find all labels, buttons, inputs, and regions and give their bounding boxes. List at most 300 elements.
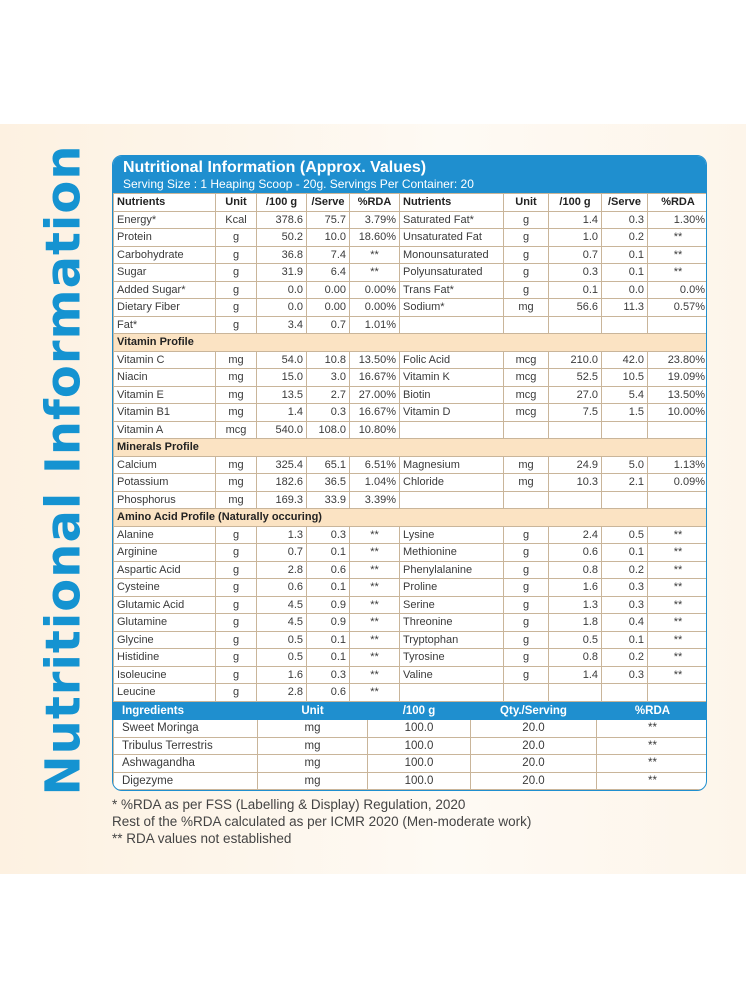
table-cell: 0.2 (602, 649, 648, 667)
table-cell: 0.3 (307, 404, 350, 422)
table-cell: 16.67% (350, 369, 400, 387)
table-cell: ** (648, 229, 708, 247)
table-header-row (114, 194, 708, 212)
column-header: /100 g (257, 194, 307, 212)
table-cell (602, 421, 648, 439)
table-cell: g (216, 684, 257, 702)
ingredient-cell: ** (597, 737, 708, 755)
table-row (114, 351, 708, 369)
table-cell: 56.6 (549, 299, 602, 317)
table-cell: 10.5 (602, 369, 648, 387)
card-subtitle: Serving Size : 1 Heaping Scoop - 20g. Servings Per Container: 20 (123, 177, 474, 191)
table-cell: 10.8 (307, 351, 350, 369)
ingredient-cell: ** (597, 755, 708, 773)
side-title-text: Nutritional Information (36, 144, 92, 796)
table-cell: g (504, 596, 549, 614)
table-cell: 0.7 (257, 544, 307, 562)
table-cell: 0.3 (602, 596, 648, 614)
table-cell: 52.5 (549, 369, 602, 387)
table-cell: g (216, 281, 257, 299)
table-cell: 0.00% (350, 281, 400, 299)
table-cell: 210.0 (549, 351, 602, 369)
table-cell (648, 316, 708, 334)
table-row (114, 649, 708, 667)
table-cell: 0.3 (602, 211, 648, 229)
table-cell: Sugar (114, 264, 216, 282)
table-cell: g (216, 631, 257, 649)
column-header: Unit (216, 194, 257, 212)
table-cell: 540.0 (257, 421, 307, 439)
table-cell: 0.5 (257, 631, 307, 649)
table-cell: 1.0 (549, 229, 602, 247)
column-header: %RDA (350, 194, 400, 212)
table-cell (602, 491, 648, 509)
table-cell: Potassium (114, 474, 216, 492)
table-cell (400, 421, 504, 439)
table-cell: 0.2 (602, 229, 648, 247)
table-cell: 378.6 (257, 211, 307, 229)
ingredient-cell: 20.0 (471, 755, 597, 773)
table-cell: Tryptophan (400, 631, 504, 649)
table-cell: Isoleucine (114, 666, 216, 684)
table-cell: Vitamin A (114, 421, 216, 439)
table-cell: mcg (504, 369, 549, 387)
column-header: /Serve (602, 194, 648, 212)
table-row (114, 316, 708, 334)
table-cell: Vitamin D (400, 404, 504, 422)
ingredient-row (114, 720, 708, 738)
table-cell: 1.6 (549, 579, 602, 597)
footnote-1: * %RDA as per FSS (Labelling & Display) Regulation, 2020 (112, 797, 466, 812)
table-cell: 31.9 (257, 264, 307, 282)
table-cell: mg (504, 456, 549, 474)
table-cell: Folic Acid (400, 351, 504, 369)
table-cell: 0.9 (307, 596, 350, 614)
table-cell: Methionine (400, 544, 504, 562)
table-row (114, 474, 708, 492)
table-cell: 19.09% (648, 369, 708, 387)
ingredients-table (113, 702, 707, 791)
table-cell: Dietary Fiber (114, 299, 216, 317)
table-cell: g (504, 561, 549, 579)
table-cell: 0.57% (648, 299, 708, 317)
table-cell: 50.2 (257, 229, 307, 247)
table-cell: 3.79% (350, 211, 400, 229)
table-cell: g (216, 264, 257, 282)
table-cell: 0.9 (307, 614, 350, 632)
table-cell: Vitamin K (400, 369, 504, 387)
table-row (114, 579, 708, 597)
table-cell: 0.0 (257, 299, 307, 317)
table-cell: Energy* (114, 211, 216, 229)
table-cell: Polyunsaturated (400, 264, 504, 282)
ingredient-cell: 100.0 (368, 737, 471, 755)
table-cell: 1.4 (257, 404, 307, 422)
table-cell: 0.1 (602, 246, 648, 264)
table-cell: 0.6 (549, 544, 602, 562)
table-cell (400, 491, 504, 509)
table-cell: Leucine (114, 684, 216, 702)
ingredient-cell: ** (597, 720, 708, 738)
table-cell: 5.0 (602, 456, 648, 474)
ingredient-cell: Ashwagandha (114, 755, 258, 773)
table-cell: Carbohydrate (114, 246, 216, 264)
table-row (114, 299, 708, 317)
ingredient-cell: mg (258, 772, 368, 790)
table-cell: 2.1 (602, 474, 648, 492)
table-cell: ** (648, 649, 708, 667)
table-cell: ** (350, 649, 400, 667)
table-cell: 0.3 (307, 526, 350, 544)
table-cell: ** (648, 544, 708, 562)
table-cell: 2.4 (549, 526, 602, 544)
table-cell: ** (350, 561, 400, 579)
table-row (114, 596, 708, 614)
table-cell: g (504, 649, 549, 667)
table-cell: 182.6 (257, 474, 307, 492)
table-cell: g (216, 246, 257, 264)
ingredients-header-row (114, 702, 708, 720)
table-cell: Tyrosine (400, 649, 504, 667)
table-row (114, 684, 708, 702)
section-title: Vitamin Profile (114, 334, 708, 352)
footnote-3: ** RDA values not established (112, 831, 292, 846)
table-cell: 13.50% (350, 351, 400, 369)
ingredient-cell: Tribulus Terrestris (114, 737, 258, 755)
table-cell: g (504, 631, 549, 649)
table-cell: Vitamin E (114, 386, 216, 404)
ingredient-cell: 100.0 (368, 720, 471, 738)
table-cell: mg (216, 491, 257, 509)
ingredient-cell: mg (258, 737, 368, 755)
ingredient-cell: 100.0 (368, 755, 471, 773)
table-cell (602, 684, 648, 702)
table-cell: 169.3 (257, 491, 307, 509)
table-cell: mcg (216, 421, 257, 439)
table-cell: g (504, 666, 549, 684)
table-cell: Saturated Fat* (400, 211, 504, 229)
table-cell: Protein (114, 229, 216, 247)
table-cell: 16.67% (350, 404, 400, 422)
section-amino-profile (114, 509, 708, 527)
table-cell: 1.5 (602, 404, 648, 422)
table-cell: Monounsaturated (400, 246, 504, 264)
table-cell: 1.30% (648, 211, 708, 229)
table-cell: 0.1 (307, 649, 350, 667)
table-cell: ** (350, 631, 400, 649)
table-cell: 0.7 (307, 316, 350, 334)
table-cell: 13.50% (648, 386, 708, 404)
table-row (114, 666, 708, 684)
table-cell: g (504, 211, 549, 229)
table-cell: Glutamic Acid (114, 596, 216, 614)
table-cell: 0.3 (549, 264, 602, 282)
table-cell: 108.0 (307, 421, 350, 439)
table-row (114, 456, 708, 474)
table-cell: 18.60% (350, 229, 400, 247)
table-cell: ** (350, 596, 400, 614)
table-cell: ** (350, 544, 400, 562)
table-cell: g (216, 544, 257, 562)
table-cell: ** (350, 614, 400, 632)
table-row (114, 526, 708, 544)
table-cell: Lysine (400, 526, 504, 544)
table-cell: 0.7 (549, 246, 602, 264)
table-row (114, 281, 708, 299)
table-cell: g (504, 579, 549, 597)
table-cell: Aspartic Acid (114, 561, 216, 579)
table-cell (602, 316, 648, 334)
table-cell: Unsaturated Fat (400, 229, 504, 247)
table-cell: 2.7 (307, 386, 350, 404)
section-vitamin-profile (114, 334, 708, 352)
table-cell: 0.2 (602, 561, 648, 579)
table-cell: g (216, 561, 257, 579)
ingredients-column-header: Qty./Serving (471, 702, 597, 720)
nutrition-card (112, 155, 707, 791)
table-cell: 0.6 (307, 684, 350, 702)
table-cell: ** (350, 526, 400, 544)
ingredient-row (114, 772, 708, 790)
table-cell: ** (648, 579, 708, 597)
table-cell (549, 491, 602, 509)
table-cell: 4.5 (257, 614, 307, 632)
table-cell: 0.4 (602, 614, 648, 632)
table-cell: 36.8 (257, 246, 307, 264)
table-cell: 0.1 (307, 631, 350, 649)
table-cell: ** (350, 666, 400, 684)
ingredients-column-header: Ingredients (114, 702, 258, 720)
table-cell: 1.6 (257, 666, 307, 684)
table-row (114, 369, 708, 387)
table-cell: 13.5 (257, 386, 307, 404)
table-cell: ** (648, 666, 708, 684)
table-cell: 10.00% (648, 404, 708, 422)
table-cell: 0.1 (602, 631, 648, 649)
table-cell: g (504, 526, 549, 544)
table-cell: 0.5 (257, 649, 307, 667)
table-cell: Glutamine (114, 614, 216, 632)
side-title (34, 144, 94, 796)
ingredient-cell: 100.0 (368, 772, 471, 790)
table-cell: 1.04% (350, 474, 400, 492)
table-row (114, 404, 708, 422)
table-cell: 0.1 (602, 264, 648, 282)
card-title: Nutritional Information (Approx. Values) (123, 159, 427, 176)
table-row (114, 264, 708, 282)
table-cell: 0.8 (549, 561, 602, 579)
table-cell: 33.9 (307, 491, 350, 509)
table-cell: g (216, 579, 257, 597)
column-header: /100 g (549, 194, 602, 212)
table-cell: ** (648, 614, 708, 632)
table-cell: 2.8 (257, 684, 307, 702)
table-cell: 10.80% (350, 421, 400, 439)
table-cell: 24.9 (549, 456, 602, 474)
ingredient-row (114, 755, 708, 773)
table-cell: g (216, 666, 257, 684)
table-row (114, 491, 708, 509)
section-title: Minerals Profile (114, 439, 708, 457)
table-cell: Chloride (400, 474, 504, 492)
ingredient-row (114, 737, 708, 755)
table-cell: ** (350, 246, 400, 264)
table-cell: 0.09% (648, 474, 708, 492)
table-cell: Added Sugar* (114, 281, 216, 299)
table-cell: Trans Fat* (400, 281, 504, 299)
nutrition-table (113, 193, 707, 702)
table-cell: Vitamin B1 (114, 404, 216, 422)
table-cell: g (216, 299, 257, 317)
table-row (114, 561, 708, 579)
table-cell: 0.1 (307, 544, 350, 562)
ingredients-column-header: Unit (258, 702, 368, 720)
table-cell: 1.3 (549, 596, 602, 614)
table-cell: g (504, 246, 549, 264)
table-cell: 27.00% (350, 386, 400, 404)
table-cell: 1.13% (648, 456, 708, 474)
column-header: Nutrients (400, 194, 504, 212)
table-cell: 15.0 (257, 369, 307, 387)
table-cell: 0.00% (350, 299, 400, 317)
table-cell: Kcal (216, 211, 257, 229)
table-cell (648, 684, 708, 702)
table-row (114, 631, 708, 649)
table-row (114, 211, 708, 229)
table-cell: mcg (504, 386, 549, 404)
table-cell: g (216, 649, 257, 667)
table-cell: g (216, 229, 257, 247)
table-cell: 6.4 (307, 264, 350, 282)
table-cell: 1.8 (549, 614, 602, 632)
table-cell: Threonine (400, 614, 504, 632)
table-cell: 0.3 (307, 666, 350, 684)
ingredient-cell: mg (258, 720, 368, 738)
table-cell: 0.6 (307, 561, 350, 579)
ingredient-cell: ** (597, 772, 708, 790)
table-cell: 325.4 (257, 456, 307, 474)
table-cell: 1.4 (549, 211, 602, 229)
table-cell: 1.4 (549, 666, 602, 684)
table-cell (648, 421, 708, 439)
table-cell: mg (216, 386, 257, 404)
table-cell: 3.39% (350, 491, 400, 509)
table-cell: 0.00 (307, 281, 350, 299)
table-cell (549, 421, 602, 439)
table-cell: g (504, 544, 549, 562)
table-cell (504, 684, 549, 702)
table-cell (504, 491, 549, 509)
table-row (114, 246, 708, 264)
table-cell: Alanine (114, 526, 216, 544)
table-cell (504, 316, 549, 334)
table-cell: 3.0 (307, 369, 350, 387)
table-cell (504, 421, 549, 439)
table-cell: Phosphorus (114, 491, 216, 509)
ingredient-cell: Sweet Moringa (114, 720, 258, 738)
table-cell: ** (648, 246, 708, 264)
column-header: Unit (504, 194, 549, 212)
table-cell: g (216, 316, 257, 334)
table-cell: Biotin (400, 386, 504, 404)
table-cell: ** (648, 561, 708, 579)
table-cell: 0.0 (257, 281, 307, 299)
table-cell: 0.1 (549, 281, 602, 299)
table-row (114, 386, 708, 404)
table-cell: 0.1 (307, 579, 350, 597)
table-cell: 5.4 (602, 386, 648, 404)
table-cell: Phenylalanine (400, 561, 504, 579)
table-cell: 1.3 (257, 526, 307, 544)
table-cell: ** (648, 631, 708, 649)
table-cell: mg (504, 299, 549, 317)
table-cell: Serine (400, 596, 504, 614)
table-cell: g (504, 281, 549, 299)
table-cell: 10.0 (307, 229, 350, 247)
table-cell: 0.3 (602, 666, 648, 684)
table-cell: 7.4 (307, 246, 350, 264)
table-cell: 27.0 (549, 386, 602, 404)
table-row (114, 229, 708, 247)
table-cell: 11.3 (602, 299, 648, 317)
table-cell: ** (648, 264, 708, 282)
column-header: /Serve (307, 194, 350, 212)
table-cell: mg (216, 474, 257, 492)
table-cell: g (504, 264, 549, 282)
table-cell: 10.3 (549, 474, 602, 492)
table-cell: Glycine (114, 631, 216, 649)
table-cell: mcg (504, 404, 549, 422)
ingredient-cell: mg (258, 755, 368, 773)
table-cell: Calcium (114, 456, 216, 474)
table-cell (549, 316, 602, 334)
table-cell: 65.1 (307, 456, 350, 474)
table-cell: 75.7 (307, 211, 350, 229)
table-cell: 0.5 (602, 526, 648, 544)
ingredients-column-header: /100 g (368, 702, 471, 720)
table-cell: g (216, 596, 257, 614)
table-cell: Valine (400, 666, 504, 684)
table-cell: mg (216, 456, 257, 474)
table-cell: 54.0 (257, 351, 307, 369)
table-cell: Cysteine (114, 579, 216, 597)
table-cell: ** (350, 579, 400, 597)
table-cell: 0.1 (602, 544, 648, 562)
table-cell: 6.51% (350, 456, 400, 474)
table-cell (549, 684, 602, 702)
table-row (114, 421, 708, 439)
ingredient-cell: 20.0 (471, 772, 597, 790)
table-cell: 7.5 (549, 404, 602, 422)
table-cell: mg (216, 369, 257, 387)
table-cell: Magnesium (400, 456, 504, 474)
table-cell: Sodium* (400, 299, 504, 317)
table-cell (400, 316, 504, 334)
table-cell (400, 684, 504, 702)
table-cell: ** (350, 264, 400, 282)
footnotes (112, 796, 712, 847)
table-cell: ** (350, 684, 400, 702)
table-cell: 36.5 (307, 474, 350, 492)
table-cell: g (504, 614, 549, 632)
table-cell: mg (216, 404, 257, 422)
table-cell: 0.3 (602, 579, 648, 597)
table-cell: 0.5 (549, 631, 602, 649)
column-header: %RDA (648, 194, 708, 212)
table-cell: Niacin (114, 369, 216, 387)
table-cell: ** (648, 526, 708, 544)
footnote-2: Rest of the %RDA calculated as per ICMR 2020 (Men-moderate work) (112, 814, 532, 829)
